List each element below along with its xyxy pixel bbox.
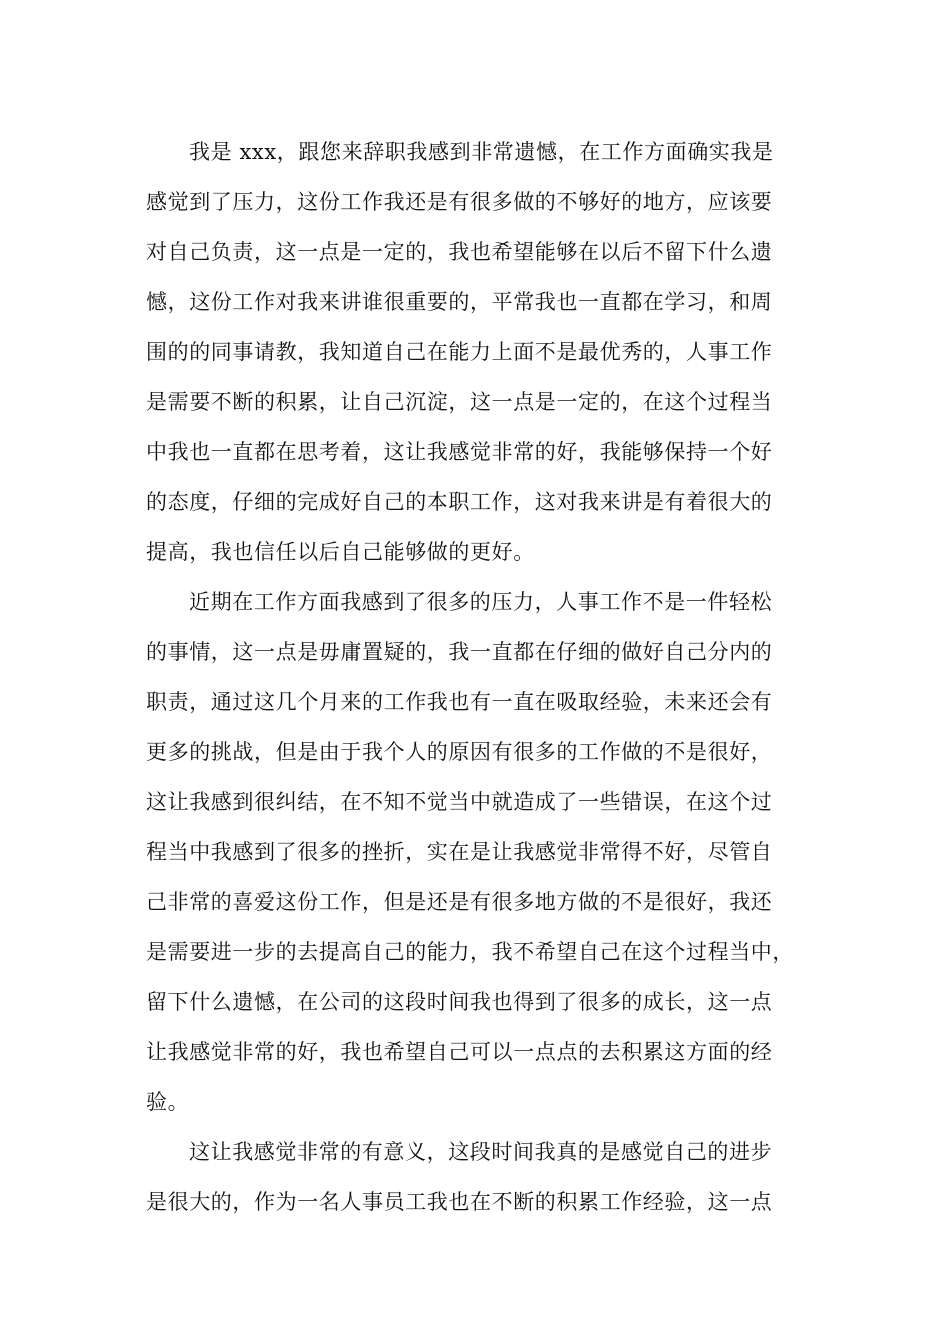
paragraph-3-line-1: 这让我感觉非常的有意义，这段时间我真的是感觉自己的进步 [189, 1140, 773, 1164]
paragraph-2-line-2: 的事情，这一点是毋庸置疑的，我一直都在仔细的做好自己分内的 [146, 640, 773, 664]
paragraph-1-line-3: 对自己负责，这一点是一定的，我也希望能够在以后不留下什么遗 [146, 240, 773, 264]
paragraph-3-line-2: 是很大的，作为一名人事员工我也在不断的积累工作经验，这一点 [146, 1190, 773, 1214]
paragraph-2-line-10: 让我感觉非常的好，我也希望自己可以一点点的去积累这方面的经 [146, 1040, 773, 1064]
paragraph-1-line-9: 提高，我也信任以后自己能够做的更好。 [146, 540, 535, 564]
paragraph-1-line-5: 围的的同事请教，我知道自己在能力上面不是最优秀的，人事工作 [146, 340, 773, 364]
paragraph-1-line-4: 憾，这份工作对我来讲谁很重要的，平常我也一直都在学习，和周 [146, 290, 773, 314]
paragraph-1-line-7: 中我也一直都在思考着，这让我感觉非常的好，我能够保持一个好 [146, 440, 773, 464]
paragraph-2-line-9: 留下什么遗憾，在公司的这段时间我也得到了很多的成长，这一点 [146, 990, 773, 1014]
paragraph-1-line-6: 是需要不断的积累，让自己沉淀，这一点是一定的，在这个过程当 [146, 390, 773, 414]
paragraph-2-line-6: 程当中我感到了很多的挫折，实在是让我感觉非常得不好，尽管自 [146, 840, 773, 864]
paragraph-2-line-1: 近期在工作方面我感到了很多的压力，人事工作不是一件轻松 [189, 590, 773, 614]
paragraph-1-line-1: 我是 xxx，跟您来辞职我感到非常遗憾，在工作方面确实我是 [189, 140, 774, 164]
paragraph-2-line-4: 更多的挑战，但是由于我个人的原因有很多的工作做的不是很好， [146, 740, 773, 764]
paragraph-2-line-7: 己非常的喜爱这份工作，但是还是有很多地方做的不是很好，我还 [146, 890, 773, 914]
paragraph-1-line-2: 感觉到了压力，这份工作我还是有很多做的不够好的地方，应该要 [146, 190, 773, 214]
paragraph-2-line-3: 职责，通过这几个月来的工作我也有一直在吸取经验，未来还会有 [146, 690, 773, 714]
paragraph-1-line-8: 的态度，仔细的完成好自己的本职工作，这对我来讲是有着很大的 [146, 490, 773, 514]
paragraph-2-line-8: 是需要进一步的去提高自己的能力，我不希望自己在这个过程当中， [146, 940, 794, 964]
paragraph-2-line-5: 这让我感到很纠结，在不知不觉当中就造成了一些错误，在这个过 [146, 790, 773, 814]
paragraph-2-line-11: 验。 [146, 1090, 190, 1114]
